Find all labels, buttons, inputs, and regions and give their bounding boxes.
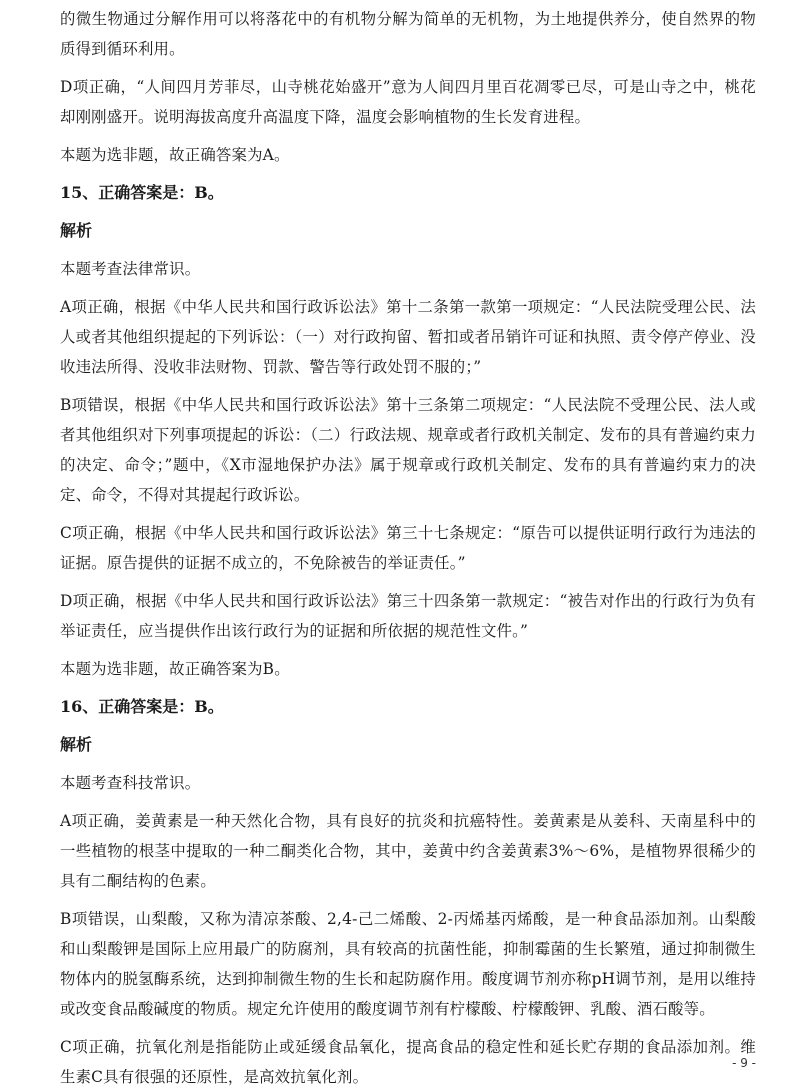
section-heading: 15、正确答案是：B。 — [60, 183, 224, 202]
paragraph: A项正确，根据《中华人民共和国行政诉讼法》第十二条第一款第一项规定：“人民法院受理公民、法人或者其他组织提起的下列诉讼：（一）对行政拘留、暂扣或者吊销许可证和执照、责令停产停业、没收违法所得、没收非法财物、罚款、警告等行政处罚不服的；” — [60, 298, 756, 376]
paragraph: B项错误，根据《中华人民共和国行政诉讼法》第十三条第二项规定：“人民法院不受理公民、法人或者其他组织对下列事项提起的诉讼：（二）行政法规、规章或者行政机关制定、发布的具有普遍约束力的决定、命令；”题中，《X市湿地保护办法》属于规章或行政机关制定、发布的具有普遍约束力的决定、命令，不得对其提起行政诉讼。 — [60, 396, 756, 504]
paragraph: D项正确，根据《中华人民共和国行政诉讼法》第三十四条第一款规定：“被告对作出的行政行为负有举证责任，应当提供作出该行政行为的证据和所依据的规范性文件。” — [60, 592, 756, 640]
section-heading: 解析 — [60, 221, 93, 240]
paragraph: A项正确，姜黄素是一种天然化合物，具有良好的抗炎和抗癌特性。姜黄素是从姜科、天南星科中的一些植物的根茎中提取的一种二酮类化合物，其中，姜黄中约含姜黄素3%～6%，是植物界很稀少的具有二酮结构的色素。 — [60, 812, 756, 890]
section-heading: 16、正确答案是：B。 — [60, 697, 224, 716]
paragraph: 本题为选非题，故正确答案为B。 — [60, 660, 290, 678]
paragraph: C项正确，抗氧化剂是指能防止或延缓食品氧化，提高食品的稳定性和延长贮存期的食品添加剂。维生素C具有很强的还原性，是高效抗氧化剂。 — [60, 1038, 756, 1086]
paragraph: 本题为选非题，故正确答案为A。 — [60, 146, 290, 164]
section-heading: 解析 — [60, 735, 93, 754]
paragraph: 本题考查法律常识。 — [60, 260, 201, 278]
paragraph: 本题考查科技常识。 — [60, 774, 201, 792]
paragraph: C项正确，根据《中华人民共和国行政诉讼法》第三十七条规定：“原告可以提供证明行政行为违法的证据。原告提供的证据不成立的，不免除被告的举证责任。” — [60, 524, 756, 572]
paragraph: 的微生物通过分解作用可以将落花中的有机物分解为简单的无机物，为土地提供养分，使自然界的物质得到循环利用。 — [60, 10, 756, 58]
paragraph: D项正确，“人间四月芳菲尽，山寺桃花始盛开”意为人间四月里百花凋零已尽，可是山寺之中，桃花却刚刚盛开。说明海拔高度升高温度下降，温度会影响植物的生长发育进程。 — [60, 78, 756, 126]
paragraph: B项错误，山梨酸，又称为清凉茶酸、2,4-己二烯酸、2-丙烯基丙烯酸，是一种食品添加剂。山梨酸和山梨酸钾是国际上应用最广的防腐剂，具有较高的抗菌性能，抑制霉菌的生长繁殖，通过抑制微生物体内的脱氢酶系统，达到抑制微生物的生长和起防腐作用。酸度调节剂亦称pH调节剂，是用以维持或改变食品酸碱度的物质。规定允许使用的酸度调节剂有柠檬酸、柠檬酸钾、乳酸、酒石酸等。 — [60, 910, 756, 1018]
document-body — [60, 4, 756, 1092]
page-number: - 9 - — [732, 1056, 756, 1070]
